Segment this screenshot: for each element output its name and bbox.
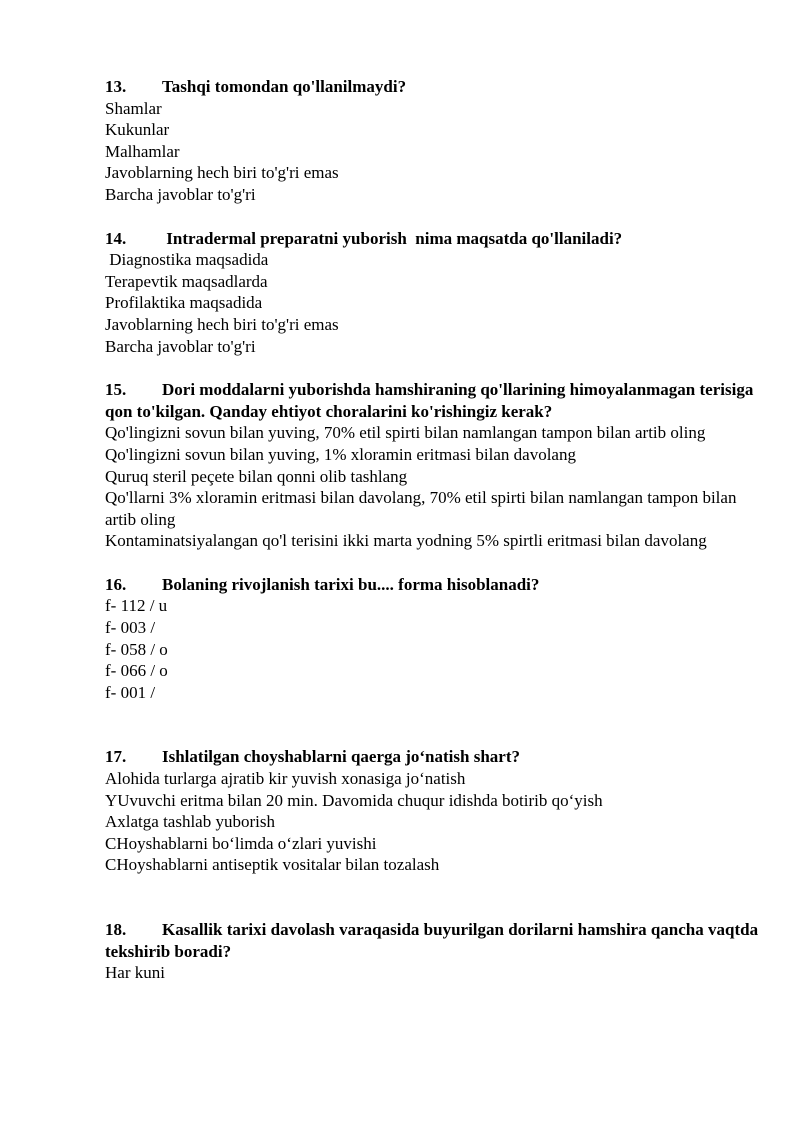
answer-option: YUvuvchi eritma bilan 20 min. Davomida chuqur idishda botirib qo‘yish [105, 790, 603, 810]
answer-option: f- 001 / [105, 682, 156, 702]
question-heading [105, 574, 760, 596]
answer-option: Javoblarning hech biri to'g'ri emas [105, 163, 339, 183]
question-heading [105, 919, 760, 962]
question-text: Bolaning rivojlanish tarixi bu.... forma hisoblanadi? [162, 574, 540, 594]
question-number: 14. [105, 228, 127, 248]
answer-list [105, 422, 760, 552]
answer-option: f- 058 / o [105, 639, 168, 659]
answer-option: Alohida turlarga ajratib kir yuvish xonasiga jo‘natish [105, 769, 466, 789]
question-number: 16. [105, 574, 127, 594]
question-heading [105, 379, 760, 422]
answer-option: Profilaktika maqsadida [105, 293, 263, 313]
answer-list [105, 249, 760, 357]
answer-option: Malhamlar [105, 141, 180, 161]
question-number: 15. [105, 380, 127, 400]
answer-option: Barcha javoblar to'g'ri [105, 336, 256, 356]
question-heading [105, 76, 760, 98]
answer-list [105, 962, 760, 984]
spacer [105, 357, 760, 379]
question-18 [105, 919, 760, 984]
question-heading [105, 746, 760, 768]
question-text: Intradermal preparatni yuborish nima maqsatda qo'llaniladi? [162, 228, 623, 248]
question-17 [105, 746, 760, 876]
answer-option: f- 112 / u [105, 596, 168, 616]
answer-list [105, 98, 760, 206]
answer-option: Qo'lingizni sovun bilan yuving, 1% xloramin eritmasi bilan davolang [105, 444, 576, 464]
question-15 [105, 379, 760, 552]
answer-list [105, 595, 760, 703]
answer-option: Diagnostika maqsadida [105, 250, 269, 270]
answer-list [105, 768, 760, 876]
answer-option: CHoyshablarni antiseptik vositalar bilan tozalash [105, 855, 440, 875]
spacer [105, 552, 760, 574]
answer-option: Terapevtik maqsadlarda [105, 271, 268, 291]
question-text: Kasallik tarixi davolash varaqasida buyurilgan dorilarni hamshira qancha vaqtda tekshirib boradi? [105, 920, 759, 961]
answer-option: f- 066 / o [105, 661, 168, 681]
answer-option: CHoyshablarni bo‘limda o‘zlari yuvishi [105, 833, 377, 853]
spacer [105, 876, 760, 919]
answer-option: Javoblarning hech biri to'g'ri emas [105, 314, 339, 334]
question-number: 18. [105, 920, 127, 939]
question-14 [105, 228, 760, 358]
spacer [105, 206, 760, 228]
answer-option: Qo'lingizni sovun bilan yuving, 70% etil spirti bilan namlangan tampon bilan artib oling [105, 423, 706, 443]
answer-option: Shamlar [105, 98, 162, 118]
question-13 [105, 76, 760, 206]
question-16 [105, 574, 760, 704]
answer-option: f- 003 / [105, 618, 156, 638]
question-text: Dori moddalarni yuborishda hamshiraning qo'llarining himoyalanmagan terisiga qon to'kilgan. Qanday ehtiyot choralarini ko'rishingiz kerak? [105, 380, 754, 421]
spacer [105, 703, 760, 746]
answer-option: Quruq steril peçete bilan qonni olib tashlang [105, 466, 408, 486]
answer-option: Axlatga tashlab yuborish [105, 812, 275, 832]
answer-option: Barcha javoblar to'g'ri [105, 184, 256, 204]
answer-option: Qo'llarni 3% xloramin eritmasi bilan davolang, 70% etil spirti bilan namlangan tampon bilan artib oling [105, 488, 737, 529]
question-number: 13. [105, 77, 127, 96]
answer-option: Kukunlar [105, 120, 170, 140]
answer-option: Kontaminatsiyalangan qo'l terisini ikki marta yodning 5% spirtli eritmasi bilan davolang [105, 531, 707, 551]
question-text: Tashqi tomondan qo'llanilmaydi? [162, 77, 407, 96]
question-number: 17. [105, 747, 127, 767]
question-text: Ishlatilgan choyshablarni qaerga jo‘natish shart? [162, 747, 520, 767]
answer-option: Har kuni [105, 963, 165, 983]
question-heading [105, 228, 760, 250]
